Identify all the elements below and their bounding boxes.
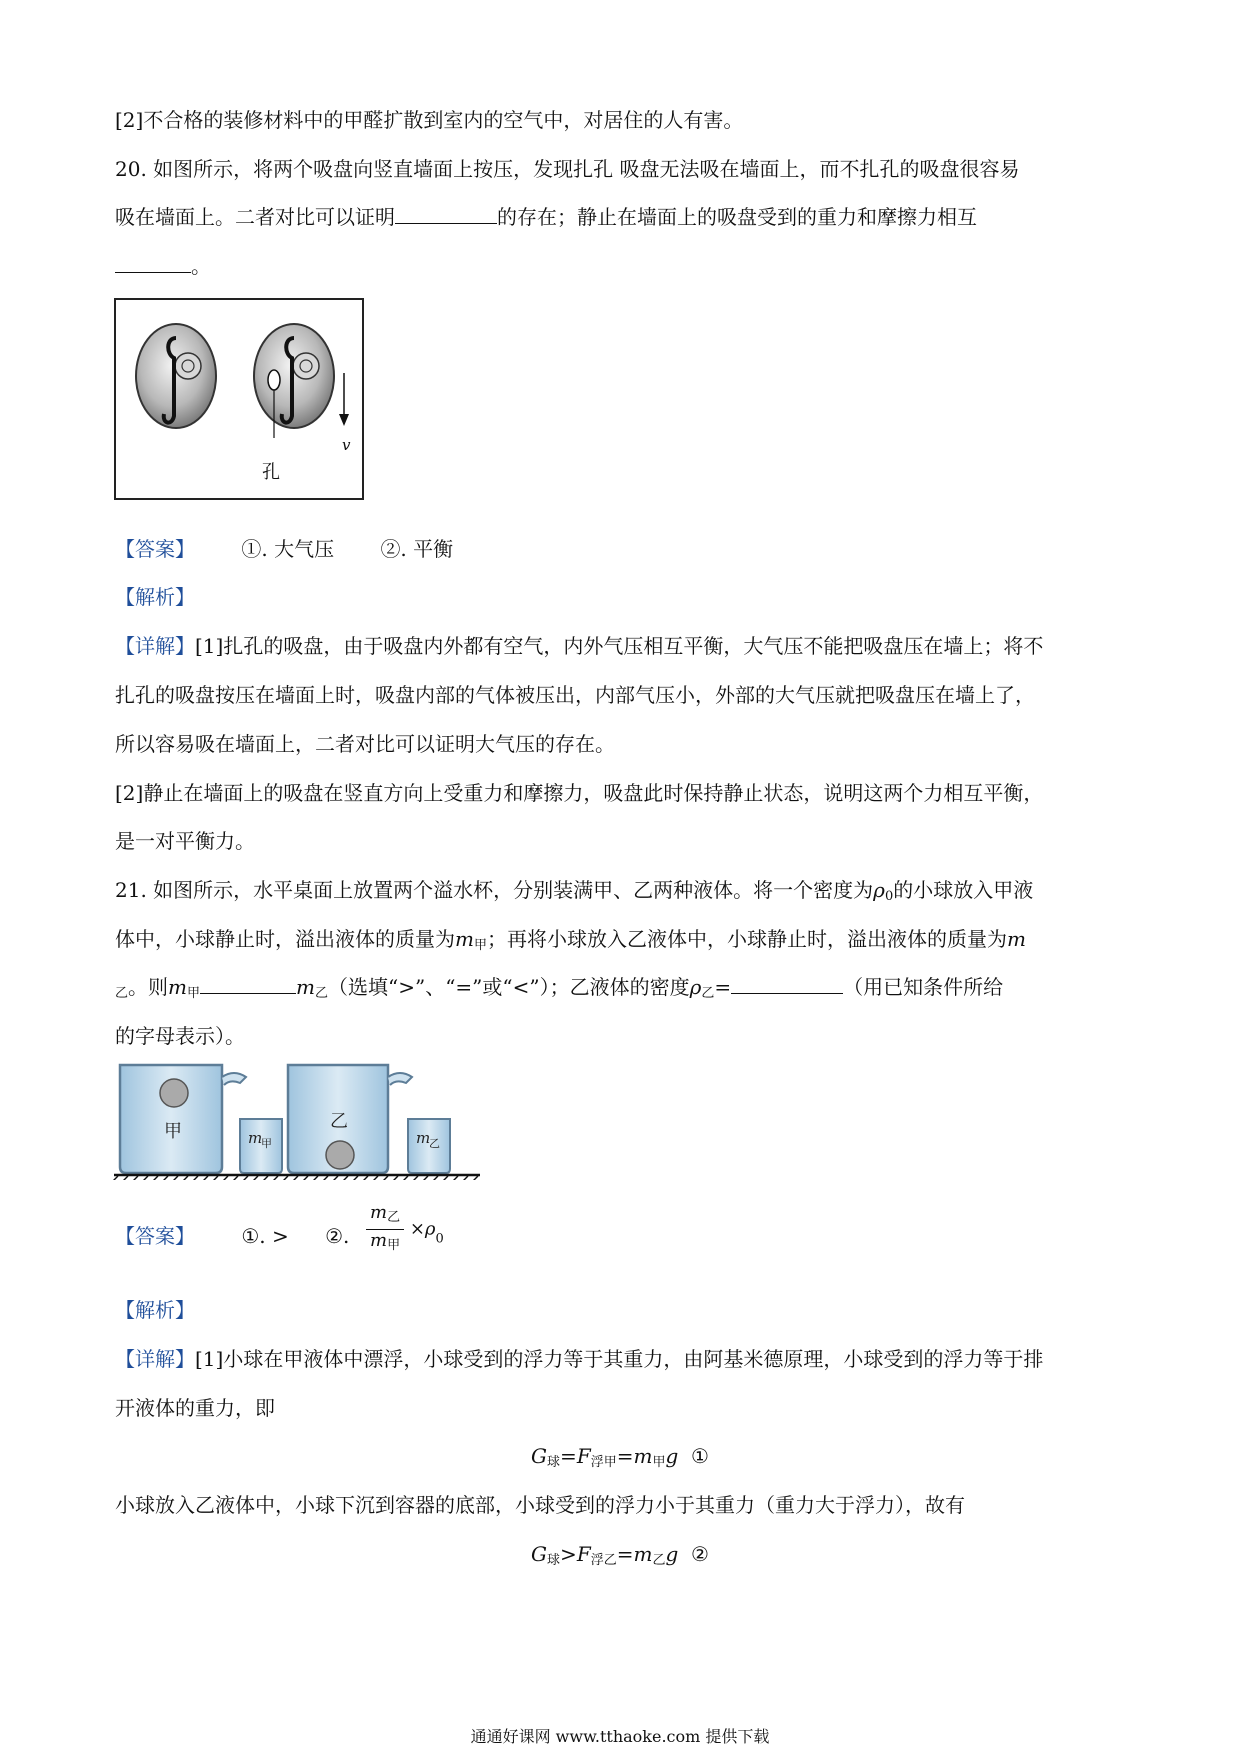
svg-text:乙: 乙 [330, 1111, 348, 1132]
q20-analysis-tag: 【解析】 [115, 585, 195, 609]
equation-1: $G_球=F_{浮甲}=m_甲g$ ① [531, 1444, 709, 1470]
q20-text-line3: 。 [115, 252, 211, 280]
suction-cup-left [136, 324, 216, 428]
q21-text-line2: 体中，小球静止时，溢出液体的质量为$m_甲$；再将小球放入乙液体中，小球静止时，溢出液体的质量为m [115, 927, 1026, 953]
q20-detail-4: [2]静止在墙面上的吸盘在竖直方向上受重力和摩擦力，吸盘此时保持静止状态，说明这两个力相互平衡， [115, 781, 1044, 805]
q20-text-line1: 20. 如图所示，将两个吸盘向竖直墙面上按压，发现扎孔 吸盘无法吸在墙面上，而不扎孔的吸盘很容易 [115, 157, 1020, 181]
q20-detail-3: 所以容易吸在墙面上，二者对比可以证明大气压的存在。 [115, 732, 615, 756]
velocity-label: v [342, 436, 351, 454]
table-hatching [112, 1176, 478, 1180]
q21-detail-1: 【详解】[1]小球在甲液体中漂浮，小球受到的浮力等于其重力，由阿基米德原理，小球受到的浮力等于排 [115, 1347, 1044, 1371]
overflow-cup-figure [112, 1055, 482, 1180]
small-cup-jia [240, 1119, 282, 1173]
q20-detail-1: 【详解】[1]扎孔的吸盘，由于吸盘内外都有空气，内外气压相互平衡，大气压不能把吸盘压在墙上；将不 [115, 634, 1044, 658]
small-cup-yi [408, 1119, 450, 1173]
q20-text-line2: 吸在墙面上。二者对比可以证明 的存在；静止在墙面上的吸盘受到的重力和摩擦力相互 [115, 205, 977, 229]
svg-text:m: m [416, 1129, 431, 1147]
q20-detail-2: 扎孔的吸盘按压在墙面上时，吸盘内部的气体被压出，内部气压小，外部的大气压就把吸盘压在墙上了， [115, 683, 1035, 707]
svg-text:m: m [248, 1129, 263, 1147]
hole-label: 孔 [262, 462, 280, 483]
q21-answer-fraction: $m_乙$ $m_甲$ $\times\rho_0$ [366, 1202, 444, 1257]
overflow-cup-jia [120, 1065, 246, 1173]
equation-2: $G_球>F_{浮乙}=m_乙g$ ② [531, 1542, 709, 1568]
q21-answer: 【答案】 ①. > ②. [115, 1224, 350, 1248]
overflow-cup-yi [288, 1065, 412, 1173]
q21-blank-2[interactable] [731, 973, 843, 994]
svg-text:甲: 甲 [164, 1121, 182, 1142]
q21-blank-1[interactable] [200, 973, 296, 994]
q20-detail-5: 是一对平衡力。 [115, 829, 255, 853]
svg-text:甲: 甲 [261, 1137, 272, 1150]
q21-detail-3: 小球放入乙液体中，小球下沉到容器的底部，小球受到的浮力小于其重力（重力大于浮力），故有 [115, 1493, 965, 1517]
q20-answer: 【答案】 ①. 大气压 ②. 平衡 [115, 537, 454, 561]
q21-detail-2: 开液体的重力，即 [115, 1396, 275, 1420]
q21-text-line4: 的字母表示）。 [115, 1024, 245, 1048]
q20-blank-2[interactable] [115, 252, 191, 273]
page-footer: 通通好课网 www.tthaoke.com 提供下载 [470, 1727, 770, 1746]
prev-line: [2]不合格的装修材料中的甲醛扩散到室内的空气中，对居住的人有害。 [115, 108, 744, 132]
q20-blank-1[interactable] [395, 203, 497, 224]
q21-text-line1: 21. 如图所示，水平桌面上放置两个溢水杯，分别装满甲、乙两种液体。将一个密度为$\rho_0$的小球放入甲液 [115, 878, 1034, 904]
q21-analysis-tag: 【解析】 [115, 1298, 195, 1322]
q21-text-line3: $_乙$。则$m_甲$ $m_乙$（选填“>”、“=”或“<”）；乙液体的密度$\rho_乙=$ （用已知条件所给 [115, 975, 1004, 1001]
suction-cup-figure [114, 298, 364, 500]
svg-text:乙: 乙 [429, 1137, 440, 1150]
